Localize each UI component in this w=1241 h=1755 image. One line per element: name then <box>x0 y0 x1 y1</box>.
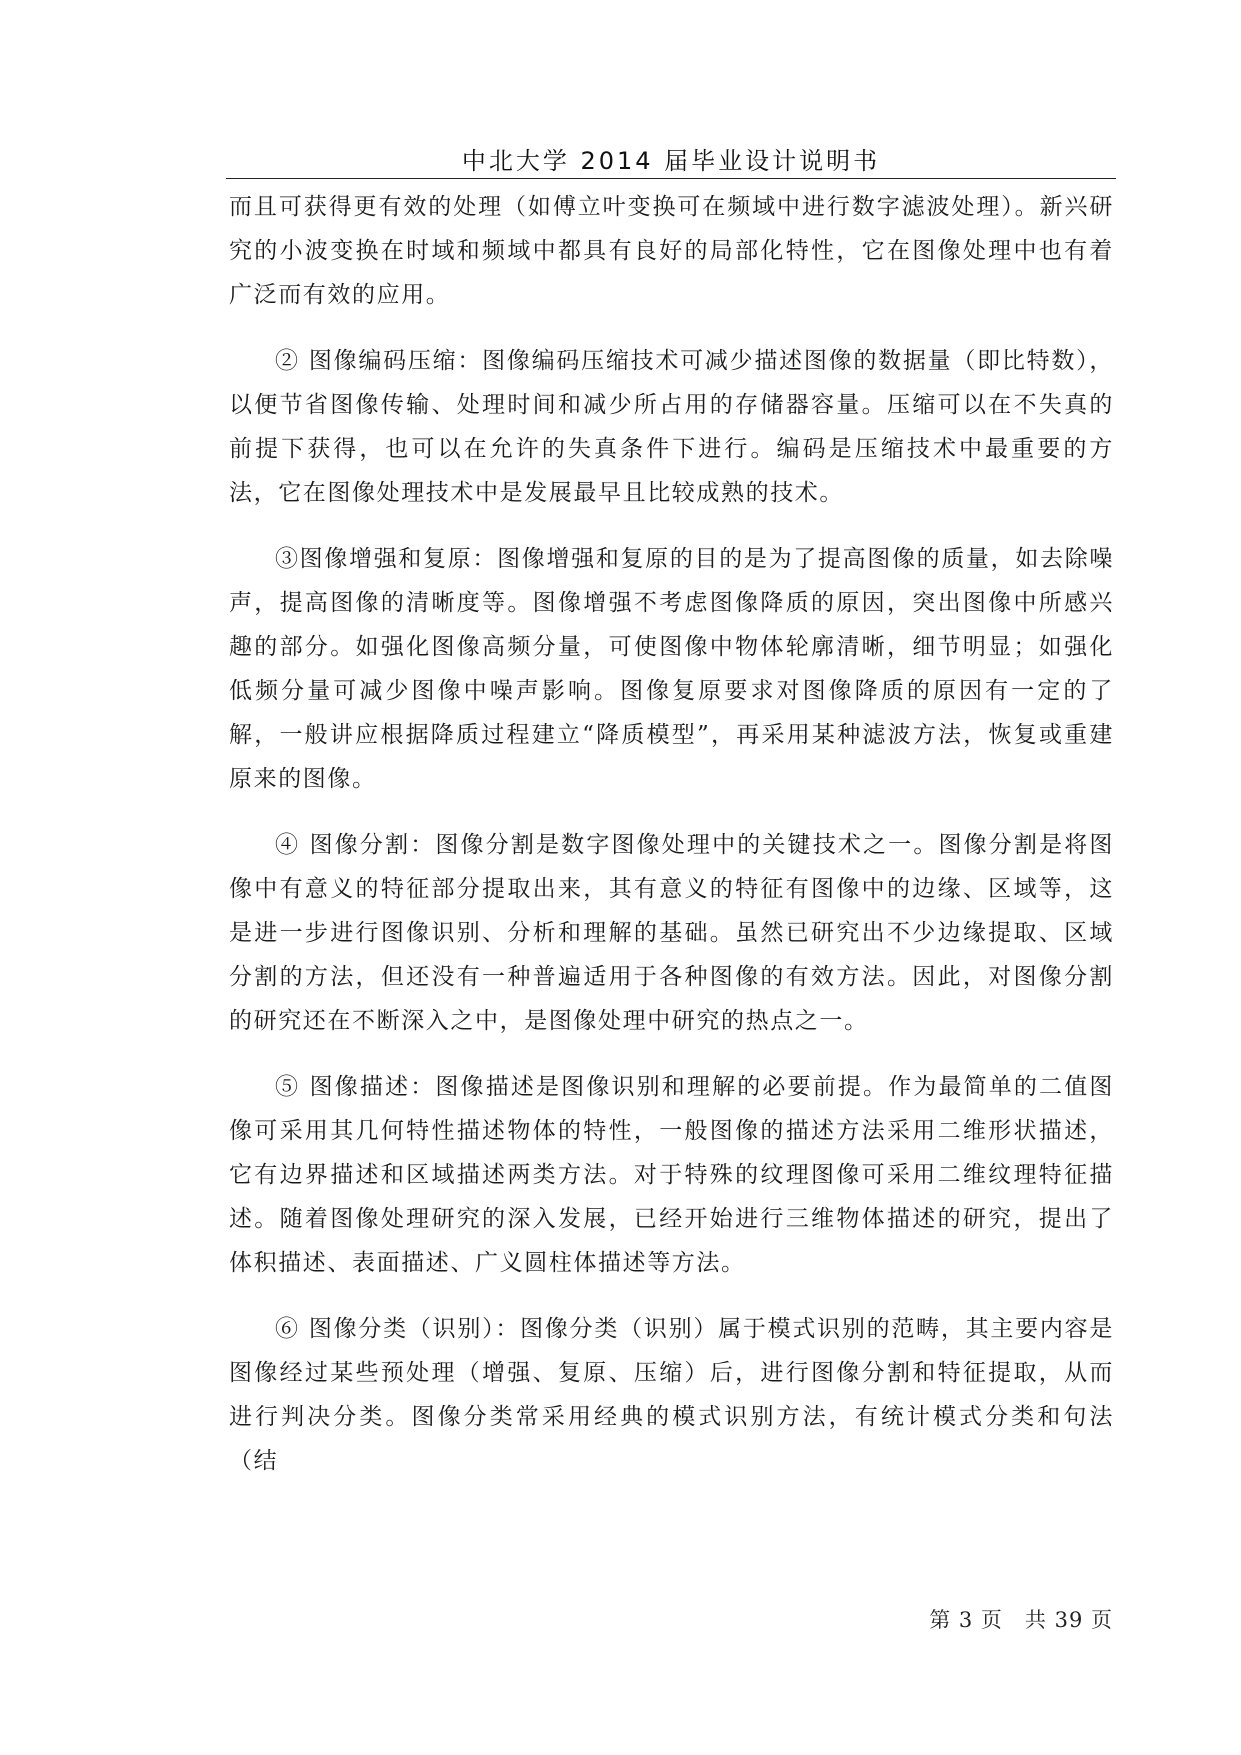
page-number: 第 3 页 共 39 页 <box>929 1608 1113 1632</box>
header-title: 中北大学 2014 届毕业设计说明书 <box>461 147 881 175</box>
paragraph-image-classification: ⑥ 图像分类（识别）：图像分类（识别）属于模式识别的范畴，其主要内容是图像经过某些预处理（增强、复原、压缩）后，进行图像分割和特征提取，从而进行判决分类。图像分类常采用经典的模式识别方法，有统计模式分类和句法（结 <box>229 1316 1114 1474</box>
paragraph-image-enhancement: ③图像增强和复原：图像增强和复原的目的是为了提高图像的质量，如去除噪声，提高图像的清晰度等。图像增强不考虑图像降质的原因，突出图像中所感兴趣的部分。如强化图像高频分量，可使图像中物体轮廓清晰，细节明显；如强化低频分量可减少图像中噪声影响。图像复原要求对图像降质的原因有一定的了解，一般讲应根据降质过程建立“降质模型”，再采用某种滤波方法，恢复或重建原来的图像。 <box>229 546 1114 792</box>
paragraph-image-coding: ② 图像编码压缩：图像编码压缩技术可减少描述图像的数据量（即比特数），以便节省图像传输、处理时间和减少所占用的存储器容量。压缩可以在不失真的前提下获得，也可以在允许的失真条件下进行。编码是压缩技术中最重要的方法，它在图像处理技术中是发展最早且比较成熟的技术。 <box>229 348 1114 506</box>
document-body <box>229 185 1114 1505</box>
paragraph-continuation: 而且可获得更有效的处理（如傅立叶变换可在频域中进行数字滤波处理）。新兴研究的小波变换在时域和频域中都具有良好的局部化特性，它在图像处理中也有着广泛而有效的应用。 <box>229 194 1114 308</box>
paragraph-image-segmentation: ④ 图像分割：图像分割是数字图像处理中的关键技术之一。图像分割是将图像中有意义的特征部分提取出来，其有意义的特征有图像中的边缘、区域等，这是进一步进行图像识别、分析和理解的基础。虽然已研究出不少边缘提取、区域分割的方法，但还没有一种普遍适用于各种图像的有效方法。因此，对图像分割的研究还在不断深入之中，是图像处理中研究的热点之一。 <box>229 832 1114 1034</box>
page-header <box>226 146 1116 179</box>
paragraph-image-description: ⑤ 图像描述：图像描述是图像识别和理解的必要前提。作为最简单的二值图像可采用其几何特性描述物体的特性，一般图像的描述方法采用二维形状描述，它有边界描述和区域描述两类方法。对于特殊的纹理图像可采用二维纹理特征描述。随着图像处理研究的深入发展，已经开始进行三维物体描述的研究，提出了体积描述、表面描述、广义圆柱体描述等方法。 <box>229 1074 1114 1276</box>
